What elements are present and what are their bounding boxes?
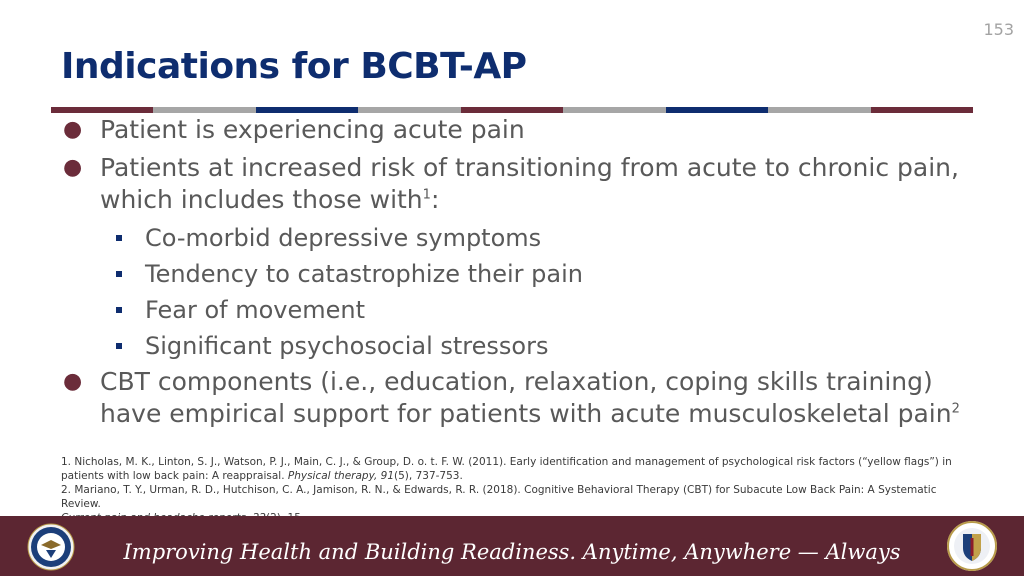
stripe-segment <box>153 107 255 113</box>
footnote-marker: 2 <box>951 401 960 417</box>
stripe-segment <box>666 107 768 113</box>
sub-bullet-text: Fear of movement <box>145 296 366 324</box>
slide-title: Indications for BCBT-AP <box>61 46 527 87</box>
bullet-item <box>61 366 961 430</box>
bullet-item <box>61 152 961 216</box>
square-bullet-icon <box>116 343 122 349</box>
square-bullet-icon <box>116 307 122 313</box>
slide-number: 153 <box>983 20 1014 39</box>
square-bullet-icon <box>116 271 122 277</box>
bullet-dot-icon: ● <box>63 369 83 394</box>
bullet-dot-icon: ● <box>63 155 83 180</box>
sub-bullet-text: Tendency to catastrophize their pain <box>145 260 583 288</box>
bullet-text: CBT components (i.e., education, relaxation, coping skills training) have empirical support for patients with acute musculoskeletal pain <box>100 367 952 428</box>
sub-bullet-text: Co-morbid depressive symptoms <box>145 224 542 252</box>
stripe-segment <box>768 107 870 113</box>
stripe-segment <box>871 107 973 113</box>
stripe-segment <box>358 107 460 113</box>
stripe-segment <box>563 107 665 113</box>
footer-bar <box>0 516 1024 576</box>
footnote-marker: 1 <box>422 187 431 203</box>
reference-text: (5), 737-753. <box>394 470 463 482</box>
sub-bullet-item <box>61 330 961 362</box>
bullet-text: Patient is experiencing acute pain <box>100 115 525 144</box>
stripe-segment <box>256 107 358 113</box>
sub-bullet-item <box>61 294 961 326</box>
references <box>61 455 961 525</box>
square-bullet-icon <box>116 235 122 241</box>
reference-1 <box>61 455 961 483</box>
reference-text: 2. Mariano, T. Y., Urman, R. D., Hutchison, C. A., Jamison, R. N., & Edwards, R. R. (2018). Cognitive Behavioral Therapy (CBT) for Subacute Low Back Pain: A Systematic Review. <box>61 484 937 510</box>
reference-journal: Physical therapy, 91 <box>287 470 395 482</box>
reference-text: 1. Nicholas, M. K., Linton, S. J., Watson, P. J., Main, C. J., & Group, D. o. t. F. W. (2011). Early identification and management of psychological risk factors (“yellow flags”) in patients with low back pain: A reappraisal. <box>61 456 952 482</box>
sub-bullet-item <box>61 222 961 254</box>
footer-tagline: Improving Health and Building Readiness. Anytime, Anywhere — Always <box>123 540 901 564</box>
defense-health-agency-seal-icon <box>946 519 998 573</box>
bullet-list <box>61 114 961 436</box>
bullet-text-tail: : <box>430 185 440 214</box>
stripe-segment <box>461 107 563 113</box>
sub-bullet-text: Significant psychosocial stressors <box>145 332 549 360</box>
bullet-text: Patients at increased risk of transitioning from acute to chronic pain, which includes those with <box>100 153 959 214</box>
title-divider-stripe <box>51 107 973 113</box>
sub-bullet-item <box>61 258 961 290</box>
bullet-item <box>61 114 961 146</box>
stripe-segment <box>51 107 153 113</box>
bullet-dot-icon: ● <box>63 117 83 142</box>
